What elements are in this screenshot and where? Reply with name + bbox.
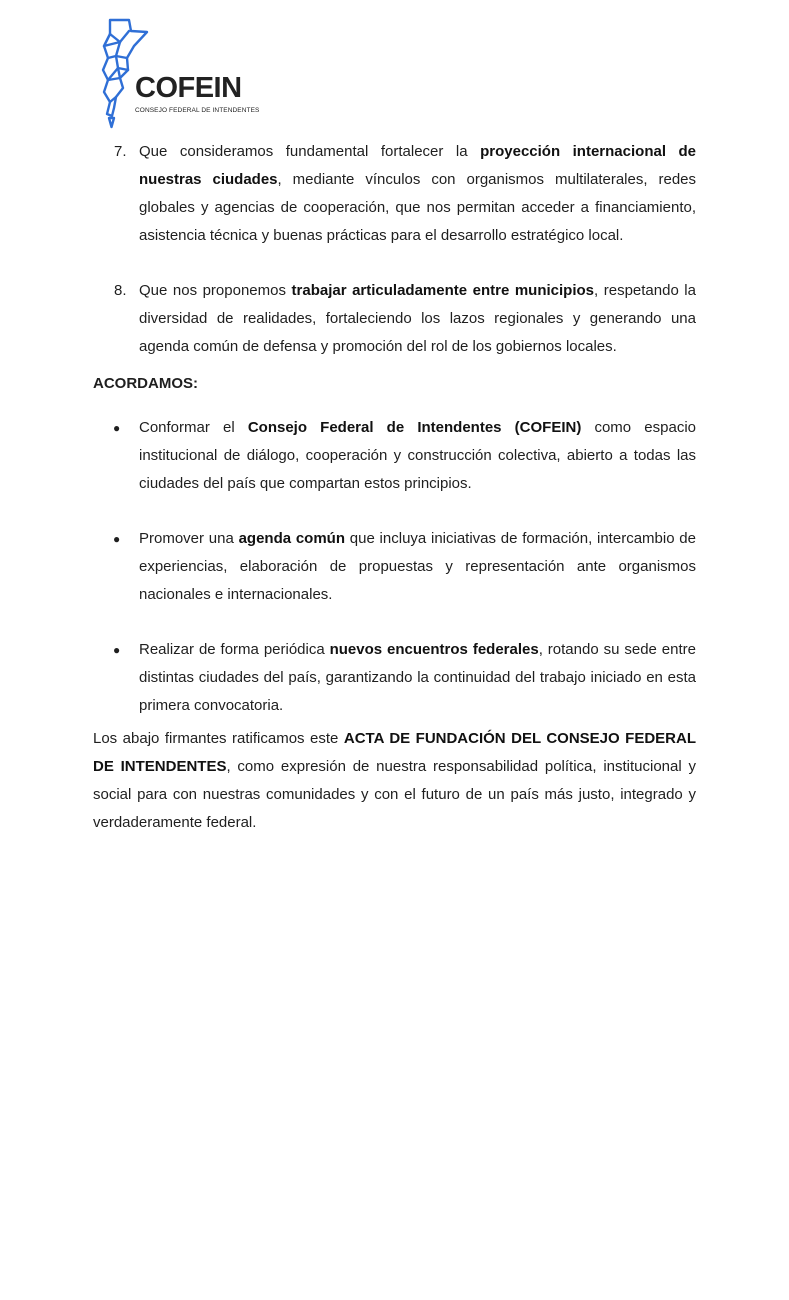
bullet-item	[93, 414, 696, 498]
bullet-item	[93, 636, 696, 720]
document-body	[93, 138, 696, 837]
numbered-item-7	[93, 138, 696, 250]
item-number: 7.	[114, 143, 127, 160]
header	[98, 18, 258, 130]
logo-subtitle: CONSEJO FEDERAL DE INTENDENTES	[135, 107, 260, 114]
bullet-icon: ●	[113, 532, 121, 546]
agreement-heading: ACORDAMOS:	[93, 375, 198, 392]
item-text: Realizar de forma periódica nuevos encuentros federales, rotando su sede entre distintas ciudades del país, garantizando la continuidad del trabajo iniciado en esta primera convocatoria.	[139, 641, 696, 714]
item-text: Conformar el Consejo Federal de Intendentes (COFEIN) como espacio institucional de diálogo, cooperación y construcción colectiva, abierto a todas las ciudades del país que compartan estos principios.	[139, 419, 696, 492]
item-text: Que nos proponemos trabajar articuladamente entre municipios, respetando la diversidad de realidades, fortaleciendo los lazos regionales y generando una agenda común de defensa y promoción del rol de los gobiernos locales.	[139, 282, 696, 355]
item-text: Promover una agenda común que incluya iniciativas de formación, intercambio de experiencias, elaboración de propuestas y representación ante organismos nacionales e internacionales.	[139, 530, 696, 603]
bullet-icon: ●	[113, 643, 121, 657]
numbered-item-8	[93, 277, 696, 361]
item-text: Que consideramos fundamental fortalecer la proyección internacional de nuestras ciudades, mediante vínculos con organismos multilaterales, redes globales y agencias de cooperación, que nos permitan acceder a financiamiento, asistencia técnica y buenas prácticas para el desarrollo estratégico local.	[139, 143, 697, 244]
logo-wordmark: COFEIN	[135, 72, 242, 104]
item-number: 8.	[114, 282, 127, 299]
closing-paragraph: Los abajo firmantes ratificamos este ACTA DE FUNDACIÓN DEL CONSEJO FEDERAL DE INTENDENTES, como expresión de nuestra responsabilidad política, institucional y social para con nuestras comunidades y con el futuro de un país más justo, integrado y verdaderamente federal.	[93, 730, 697, 831]
bullet-icon: ●	[113, 421, 121, 435]
bullet-item	[93, 525, 696, 609]
